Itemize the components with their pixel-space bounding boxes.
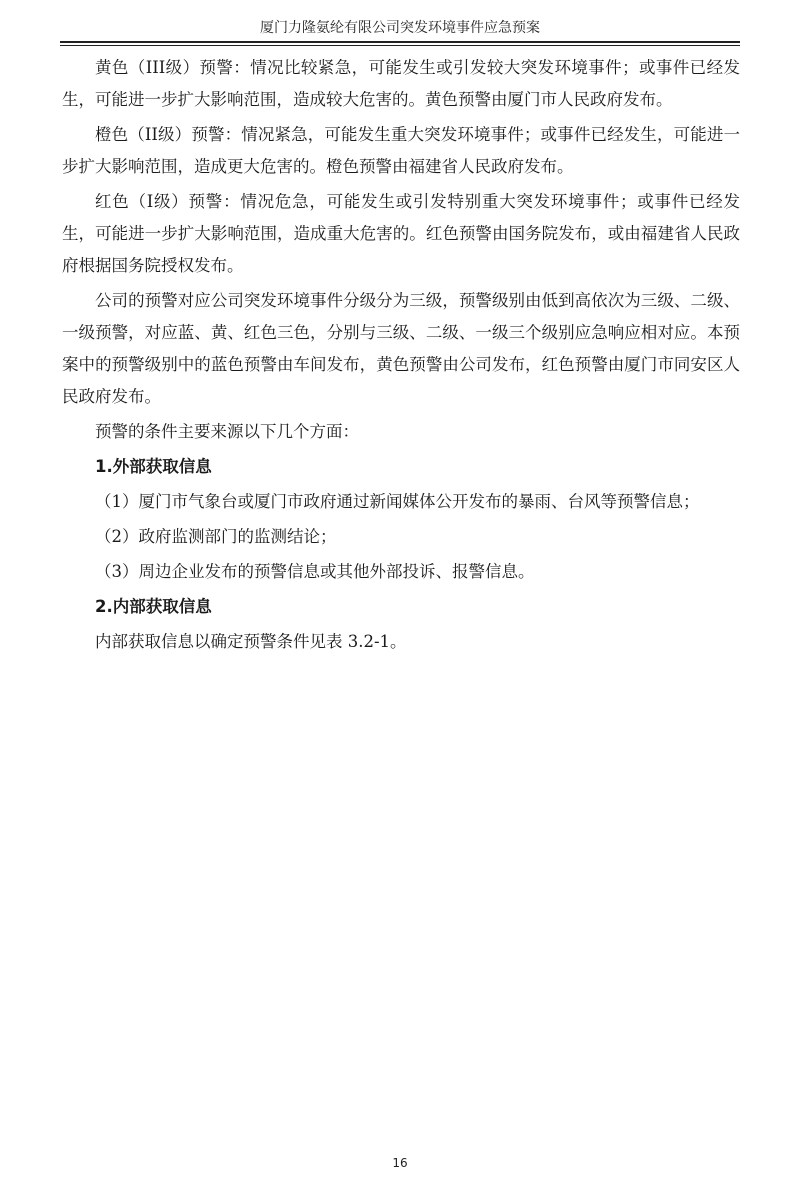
paragraph-orange-warning: 橙色（II级）预警：情况紧急，可能发生重大突发环境事件；或事件已经发生，可能进一步扩大影响范围，造成更大危害的。橙色预警由福建省人民政府发布。 bbox=[62, 125, 740, 176]
paragraph-red-warning: 红色（I级）预警：情况危急，可能发生或引发特别重大突发环境事件；或事件已经发生，可能进一步扩大影响范围，造成重大危害的。红色预警由国务院发布，或由福建省人民政府根据国务院授权发布。 bbox=[62, 192, 740, 275]
document-body bbox=[62, 52, 740, 658]
paragraph-warning-sources-intro: 预警的条件主要来源以下几个方面： bbox=[95, 422, 359, 441]
section-heading-internal-info: 2.内部获取信息 bbox=[95, 597, 212, 616]
external-info-item-2: （2）政府监测部门的监测结论； bbox=[95, 527, 337, 546]
internal-info-text: 内部获取信息以确定预警条件见表 3.2-1。 bbox=[95, 632, 407, 651]
external-info-item-3: （3）周边企业发布的预警信息或其他外部投诉、报警信息。 bbox=[95, 562, 535, 581]
header-rule-thick bbox=[60, 41, 740, 43]
section-heading-external-info: 1.外部获取信息 bbox=[95, 457, 212, 476]
page-header-title: 厦门力隆氨纶有限公司突发环境事件应急预案 bbox=[260, 20, 540, 36]
paragraph-yellow-warning: 黄色（III级）预警：情况比较紧急，可能发生或引发较大突发环境事件；或事件已经发生，可能进一步扩大影响范围，造成较大危害的。黄色预警由厦门市人民政府发布。 bbox=[62, 58, 740, 109]
external-info-item-1: （1）厦门市气象台或厦门市政府通过新闻媒体公开发布的暴雨、台风等预警信息； bbox=[95, 492, 700, 511]
header-rule-thin bbox=[60, 45, 740, 46]
page-number: 16 bbox=[392, 1156, 408, 1170]
paragraph-company-warning-levels: 公司的预警对应公司突发环境事件分级分为三级，预警级别由低到高依次为三级、二级、一级预警，对应蓝、黄、红色三色，分别与三级、二级、一级三个级别应急响应相对应。本预案中的预警级别中的蓝色预警由车间发布，黄色预警由公司发布，红色预警由厦门市同安区人民政府发布。 bbox=[62, 291, 740, 406]
